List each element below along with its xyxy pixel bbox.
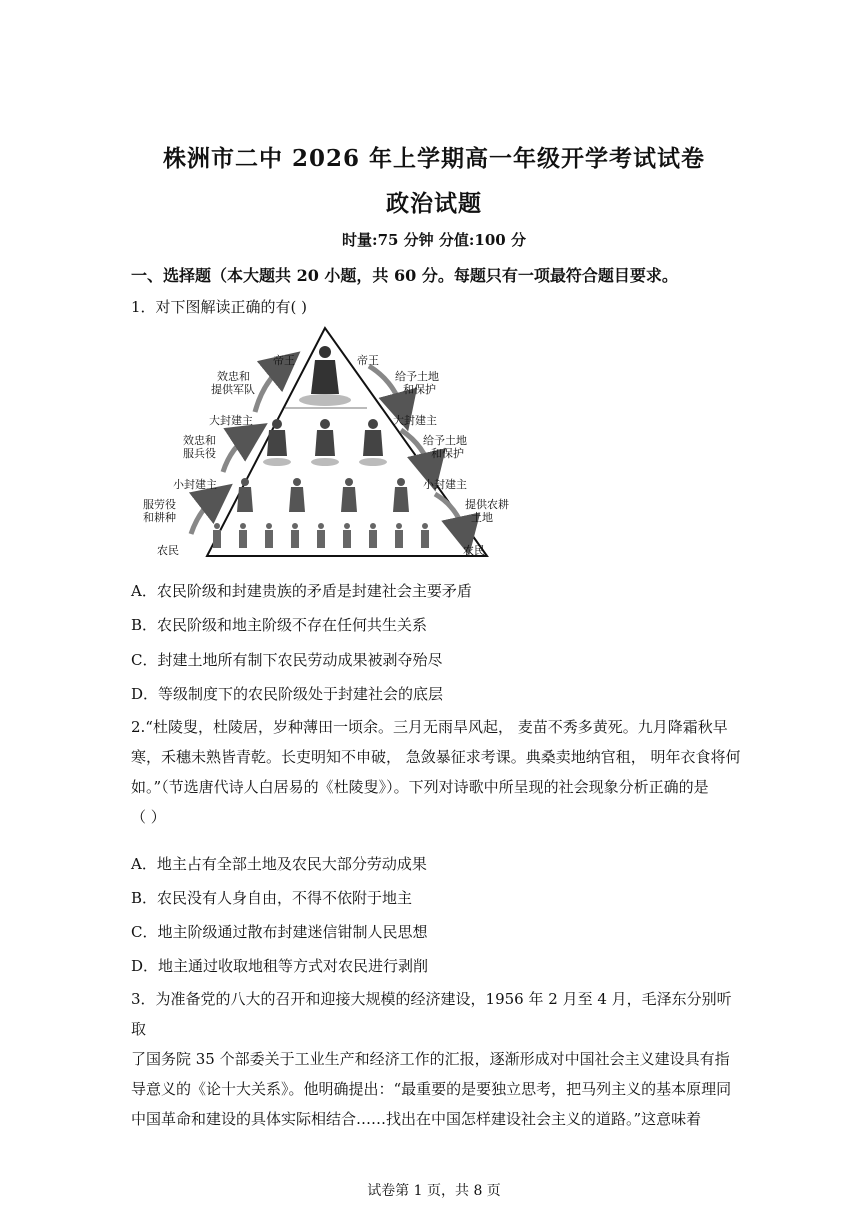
right-label-farmland-a: 提供农耕 (465, 498, 509, 511)
q3-line: 3．为准备党的八大的召开和迎接大规模的经济建设，1956 年 2 月至 4 月，毛泽东分别听取 (131, 990, 732, 1038)
left-label-loyalty-1a: 效忠和 (217, 370, 250, 383)
peasants-figures-icon (213, 523, 429, 548)
right-label-small-lord: 小封建主 (423, 478, 467, 491)
right-label-farmland-b: 土地 (471, 511, 493, 524)
q1-option-c: C．封建土地所有制下农民劳动成果被剥夺殆尽 (131, 651, 443, 669)
q3-line: 导意义的《论十大关系》。他明确提出：“最重要的是要独立思考，把马列主义的基本原理同 (131, 1080, 732, 1098)
small-lords-figures-icon (237, 478, 409, 512)
right-label-emperor: 帝王 (357, 354, 379, 367)
right-label-great-lord: 大封建主 (393, 414, 437, 427)
question-2-stem (131, 712, 741, 832)
q2-line: 2.“杜陵叟，杜陵居，岁种薄田一顷余。三月无雨旱风起， 麦苗不秀多黄死。九月降霜秋早 (131, 718, 728, 736)
left-label-small-lord: 小封建主 (173, 478, 217, 491)
left-label-emperor: 帝王 (273, 354, 295, 367)
right-label-grant-1b: 和保护 (403, 383, 436, 396)
page-footer: 试卷第 1 页，共 8 页 (367, 1183, 501, 1199)
feudal-pyramid-figure (125, 322, 515, 562)
q1-option-a: A．农民阶级和封建贵族的矛盾是封建社会主要矛盾 (131, 582, 472, 600)
right-label-grant-1a: 给予土地 (395, 370, 439, 383)
right-label-grant-2a: 给予土地 (423, 434, 467, 447)
q2-option-a: A．地主占有全部土地及农民大部分劳动成果 (131, 855, 427, 873)
left-label-peasant: 农民 (157, 544, 179, 557)
q2-line: 如。”（节选唐代诗人白居易的《杜陵叟》）。下列对诗歌中所呈现的社会现象分析正确的是 (131, 778, 709, 796)
left-arrow-2-icon (223, 434, 251, 472)
question-3-stem (131, 984, 741, 1134)
q2-option-d: D．地主通过收取地租等方式对农民进行剥削 (131, 957, 429, 975)
section-heading: 一、选择题（本大题共 20 小题，共 60 分。每题只有一项最符合题目要求。 (131, 266, 678, 285)
exam-title: 株洲市二中 2026 年上学期高一年级开学考试试卷 (162, 145, 706, 172)
q3-line: 中国革命和建设的具体实际相结合……找出在中国怎样建设社会主义的道路。”这意味着 (131, 1110, 702, 1128)
right-label-peasant: 农民 (463, 544, 485, 557)
left-label-labor-b: 和耕种 (143, 511, 176, 524)
q2-option-b: B．农民没有人身自由，不得不依附于地主 (131, 889, 413, 907)
exam-meta: 时量:75 分钟 分值:100 分 (342, 231, 526, 249)
left-label-loyalty-1b: 提供军队 (211, 383, 255, 396)
question-1-stem: 1．对下图解读正确的有( ) (131, 298, 308, 316)
left-label-loyalty-2a: 效忠和 (183, 434, 216, 447)
left-label-labor-a: 服劳役 (143, 498, 176, 511)
left-arrow-1-icon (255, 364, 285, 412)
q2-line: 寒，禾穗未熟皆青乾。长吏明知不申破， 急敛暴征求考课。典桑卖地纳官租， 明年衣食将何 (131, 748, 741, 766)
great-lords-figures-icon (263, 419, 387, 466)
exam-subtitle: 政治试题 (386, 190, 482, 217)
right-arrow-3-icon (435, 494, 465, 536)
q3-line: 了国务院 35 个部委关于工业生产和经济工作的汇报，逐渐形成对中国社会主义建设具有指 (131, 1050, 730, 1068)
q1-option-d: D．等级制度下的农民阶级处于封建社会的底层 (131, 685, 444, 703)
right-label-grant-2b: 和保护 (431, 447, 464, 460)
left-label-great-lord: 大封建主 (209, 414, 253, 427)
q2-option-c: C．地主阶级通过散布封建迷信钳制人民思想 (131, 923, 428, 941)
q2-line: （ ） (131, 808, 166, 826)
left-arrow-3-icon (191, 496, 217, 534)
q1-option-b: B．农民阶级和地主阶级不存在任何共生关系 (131, 616, 428, 634)
left-label-loyalty-2b: 服兵役 (183, 447, 216, 460)
